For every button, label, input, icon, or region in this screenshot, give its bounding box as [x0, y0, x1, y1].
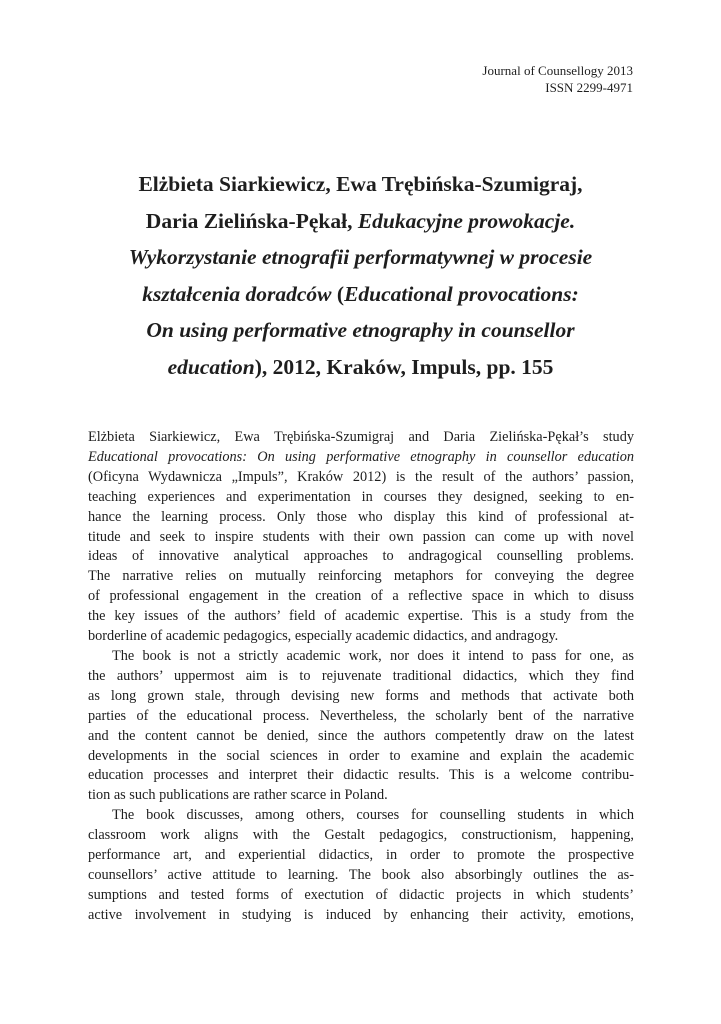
title-line-2 — [80, 203, 641, 240]
title-publication-details: ), 2012, Kraków, Impuls, pp. 155 — [254, 354, 554, 379]
body-line: Elżbieta Siarkiewicz, Ewa Trębińska-Szumigraj and Daria Zielińska-Pękał’s study — [88, 429, 634, 445]
body-line: tion as such publications are rather scarce in Poland. — [88, 787, 388, 804]
body-line: The narrative relies on mutually reinforcing metaphors for conveying the degree — [88, 568, 634, 585]
title-authors-2: Daria Zielińska-Pękał, — [145, 208, 358, 233]
body-line: teaching experiences and experimentation in courses they designed, seeking to en- — [88, 488, 634, 505]
journal-header — [482, 62, 633, 96]
body-line: hance the learning process. Only those who display this kind of professional at- — [88, 508, 634, 525]
review-body — [88, 428, 634, 926]
body-line: the key issues of the authors’ field of academic expertise. This is a study from the — [88, 608, 634, 625]
title-english-3: education — [167, 354, 255, 379]
body-line: sumptions and tested forms of exectution of didactic projects in which students’ — [88, 886, 634, 903]
body-line-italic-title: Educational provocations: On using performative etnography in counsellor education — [88, 448, 634, 465]
title-polish-3: kształcenia doradców — [142, 281, 332, 306]
body-line: of professional engagement in the creation of a reflective space in which to disuss — [88, 588, 634, 605]
title-english-1: Educational provocations: — [344, 281, 579, 306]
paragraph-1 — [88, 428, 634, 647]
body-line: The book is not a strictly academic work, nor does it intend to pass for one, as — [112, 647, 634, 664]
title-line-1 — [80, 166, 641, 203]
body-line: classroom work aligns with the Gestalt pedagogics, constructionism, happening, — [88, 827, 634, 844]
review-title — [80, 166, 641, 385]
body-line: the authors’ uppermost aim is to rejuvenate traditional didactics, which they find — [88, 667, 634, 684]
body-line: ideas of innovative analytical approaches to andragogical counselling problems. — [88, 548, 634, 565]
body-line: (Oficyna Wydawnicza „Impuls”, Kraków 2012) is the result of the authors’ passion, — [88, 468, 634, 485]
body-line: and the content cannot be denied, since the authors competently draw on the latest — [88, 727, 634, 744]
body-line: as long grown stale, through devising new forms and methods that activate both — [88, 687, 634, 704]
body-line: education processes and interpret their didactic results. This is a welcome contribu- — [88, 767, 634, 784]
title-authors-1: Elżbieta Siarkiewicz, Ewa Trębińska-Szumigraj, — [138, 172, 583, 196]
title-paren-open: ( — [331, 281, 345, 306]
body-line: borderline of academic pedagogics, especially academic didactics, and andragogy. — [88, 628, 559, 645]
title-line-3 — [80, 239, 641, 276]
title-polish-1: Edukacyjne prowokacje. — [357, 208, 576, 233]
journal-name: Journal of Counsellogy 2013 — [482, 63, 633, 78]
paragraph-3 — [88, 806, 634, 925]
paragraph-2 — [88, 647, 634, 806]
body-line: performance art, and experiential didactics, in order to promote the prospective — [88, 847, 634, 864]
body-line: The book discusses, among others, courses for counselling students in which — [112, 807, 634, 824]
body-line: active involvement in studying is induced by enhancing their activity, emotions, — [88, 906, 634, 923]
body-line: titude and seek to inspire students with their own passion can come up with novel — [88, 528, 634, 545]
journal-issn: ISSN 2299-4971 — [545, 80, 633, 95]
title-line-6 — [80, 349, 641, 386]
body-line: parties of the educational process. Nevertheless, the scholarly bent of the narrative — [88, 707, 634, 724]
title-line-5 — [80, 312, 641, 349]
title-english-2: On using performative etnography in counsellor — [146, 318, 575, 342]
body-line: counsellors’ active attitude to learning. The book also absorbingly outlines the as- — [88, 866, 634, 883]
body-line: developments in the social sciences in order to examine and explain the academic — [88, 747, 634, 764]
title-polish-2: Wykorzystanie etnografii performatywnej w procesie — [128, 245, 593, 269]
title-line-4 — [80, 276, 641, 313]
